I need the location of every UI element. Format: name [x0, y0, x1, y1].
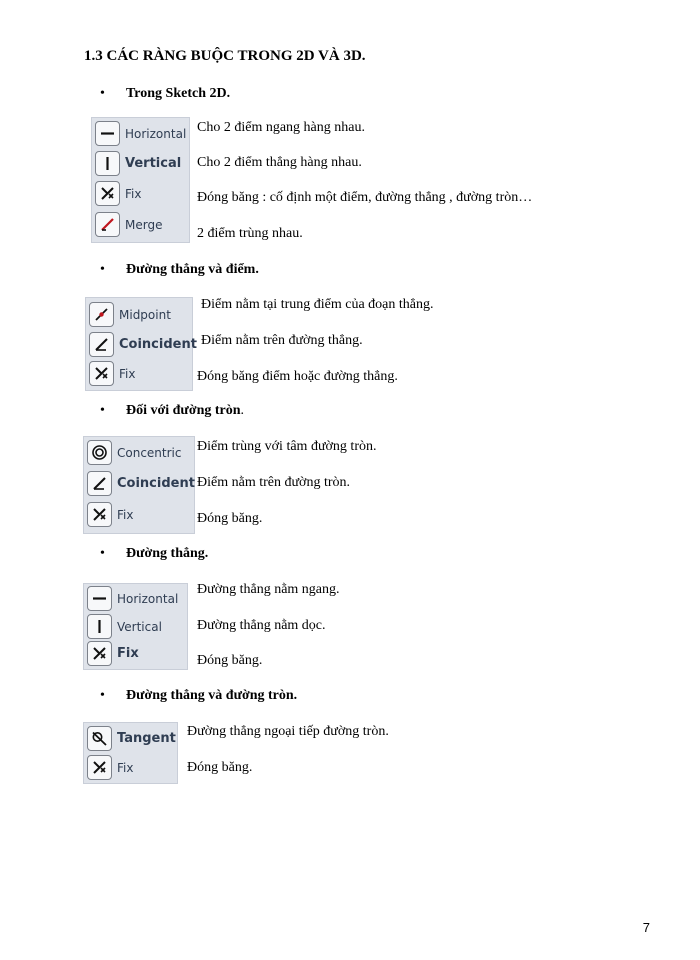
constraint-row-vertical[interactable]: [92, 151, 181, 176]
constraint-label: Horizontal: [125, 126, 187, 141]
constraint-description: Đóng băng.: [197, 653, 263, 668]
constraint-row-horizontal[interactable]: [92, 121, 186, 146]
constraint-description: Cho 2 điểm thẳng hàng nhau.: [197, 155, 362, 170]
constraint-row-coincident[interactable]: [84, 471, 195, 496]
constraint-panel-circle: [83, 436, 195, 534]
constraint-description: Điểm trùng với tâm đường tròn.: [197, 439, 377, 454]
constraint-label: Fix: [125, 186, 142, 201]
section-title-text: Đường thẳng.: [126, 546, 209, 561]
constraint-label: Tangent: [117, 731, 176, 746]
section-title-line-circle: [100, 688, 297, 704]
constraint-description: Đường thẳng ngoại tiếp đường tròn.: [187, 724, 389, 739]
constraint-description: Đường thẳng nằm ngang.: [197, 582, 340, 597]
constraint-description: Đóng băng.: [197, 511, 263, 526]
constraint-panel-sketch-2d: [91, 117, 190, 243]
constraint-label: Merge: [125, 217, 163, 232]
constraint-description: Đường thẳng nằm dọc.: [197, 618, 326, 633]
constraint-label: Fix: [117, 760, 134, 775]
constraint-row-horizontal[interactable]: [84, 586, 178, 611]
constraint-description: Điểm nằm tại trung điểm của đoạn thẳng.: [201, 297, 434, 312]
page-number: 7: [642, 920, 650, 935]
bullet-dot: •: [100, 403, 105, 418]
horizontal-line-icon: [87, 586, 112, 611]
constraint-description: Đóng băng điểm hoặc đường thẳng.: [197, 369, 398, 384]
bullet-dot: •: [100, 546, 105, 561]
constraint-row-concentric[interactable]: [84, 440, 181, 465]
fix-icon: [87, 502, 112, 527]
constraint-row-fix[interactable]: [84, 641, 139, 666]
tangent-icon: [87, 726, 112, 751]
constraint-label: Vertical: [125, 156, 182, 171]
fix-icon: [89, 361, 114, 386]
merge-icon: [95, 212, 120, 237]
fix-icon: [87, 641, 112, 666]
constraint-description: Đóng băng : cố định một điểm, đường thẳng , đường tròn…: [197, 190, 533, 205]
constraint-description: Điểm nằm trên đường tròn.: [197, 475, 351, 490]
constraint-row-fix[interactable]: [84, 755, 133, 780]
constraint-description: Điểm nằm trên đường thẳng.: [201, 333, 363, 348]
constraint-label: Fix: [119, 366, 136, 381]
fix-icon: [87, 755, 112, 780]
constraint-panel-line-circle: [83, 722, 178, 784]
constraint-row-fix[interactable]: [92, 181, 141, 206]
section-title-line-point: [100, 262, 259, 278]
constraint-row-coincident[interactable]: [86, 332, 197, 357]
section-title-circle: • Đối với đường tròn.: [100, 403, 245, 418]
section-title-text: Đường thẳng và điểm.: [126, 262, 259, 277]
section-title-text: Đường thẳng và đường tròn.: [126, 688, 298, 703]
constraint-label: Midpoint: [119, 307, 171, 322]
horizontal-line-icon: [95, 121, 120, 146]
vertical-line-icon: [87, 614, 112, 639]
constraint-label: Coincident: [119, 337, 197, 352]
constraint-row-fix[interactable]: [84, 502, 133, 527]
constraint-row-tangent[interactable]: [84, 726, 176, 751]
section-title-line: [100, 546, 208, 562]
constraint-label: Fix: [117, 646, 139, 661]
vertical-line-icon: [95, 151, 120, 176]
constraint-row-merge[interactable]: [92, 212, 162, 237]
constraint-row-fix[interactable]: [86, 361, 135, 386]
constraint-label: Coincident: [117, 476, 195, 491]
constraint-label: Fix: [117, 507, 134, 522]
concentric-icon: [87, 440, 112, 465]
constraint-label: Concentric: [117, 445, 182, 460]
constraint-panel-line-point: [85, 297, 197, 391]
midpoint-icon: [89, 302, 114, 327]
constraint-panel-line: [83, 583, 188, 670]
constraint-row-midpoint[interactable]: [86, 302, 171, 327]
constraint-label: Horizontal: [117, 591, 179, 606]
section-title-sketch-2d: [100, 86, 230, 102]
section-title-text: Trong Sketch 2D.: [126, 86, 231, 101]
section-heading: 1.3 CÁC RÀNG BUỘC TRONG 2D VÀ 3D.: [84, 48, 366, 64]
bullet-dot: •: [100, 86, 105, 101]
fix-icon: [95, 181, 120, 206]
constraint-description: 2 điểm trùng nhau.: [197, 226, 303, 241]
bullet-dot: •: [100, 262, 105, 277]
constraint-row-vertical[interactable]: [84, 614, 162, 639]
coincident-icon: [89, 332, 114, 357]
coincident-icon: [87, 471, 112, 496]
bullet-dot: •: [100, 688, 105, 703]
section-title-text: Đối với đường tròn: [126, 403, 241, 418]
constraint-description: Đóng băng.: [187, 760, 253, 775]
constraint-label: Vertical: [117, 619, 162, 634]
constraint-description: Cho 2 điểm ngang hàng nhau.: [197, 120, 365, 135]
